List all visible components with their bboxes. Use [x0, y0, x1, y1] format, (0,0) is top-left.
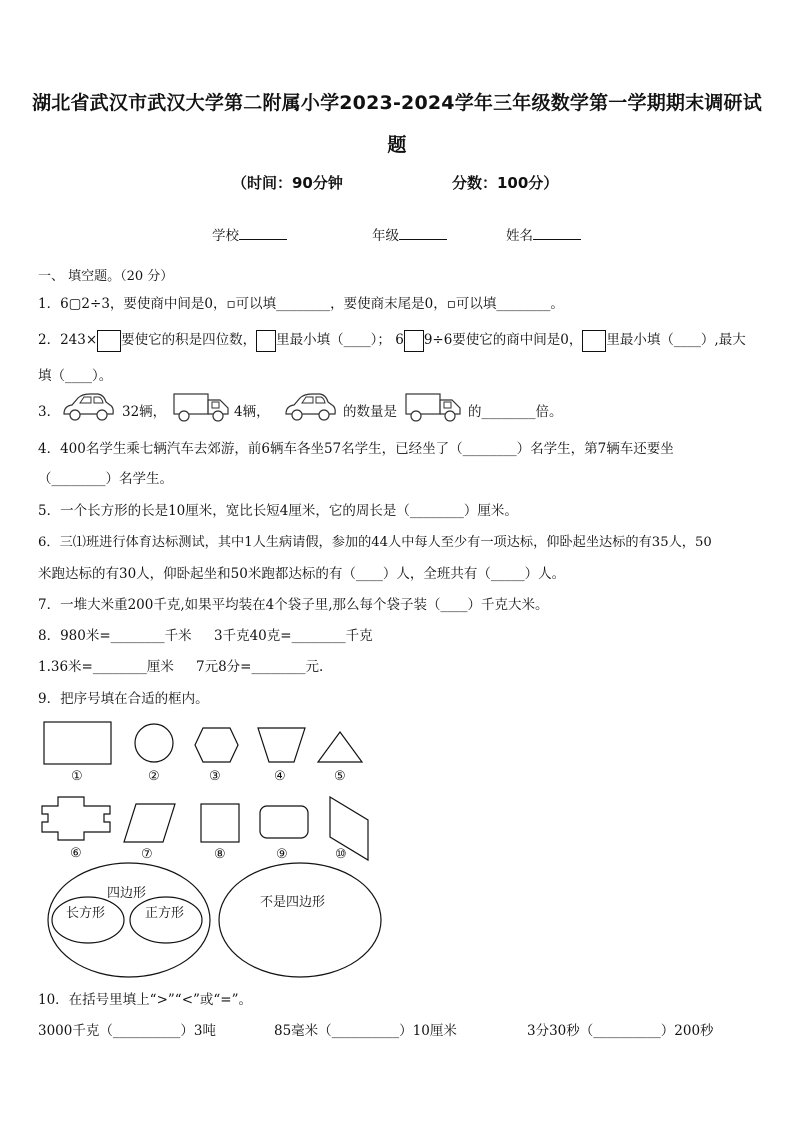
- question-8-d: 7元8分=________元.: [196, 659, 324, 675]
- shape-label-7: ⑦: [141, 847, 153, 862]
- question-10-b: 85毫米（__________）10厘米: [274, 1023, 457, 1039]
- shape-rectangle: [44, 722, 111, 764]
- answer-box[interactable]: [256, 330, 276, 352]
- car-icon: [60, 390, 116, 424]
- q3-mid-text: 的数量是: [343, 404, 397, 420]
- shape-label-1: ①: [71, 769, 83, 784]
- answer-box[interactable]: [97, 330, 121, 352]
- answer-box[interactable]: [404, 330, 424, 352]
- grade-blank[interactable]: [399, 227, 447, 240]
- shape-label-4: ④: [274, 769, 286, 784]
- shape-parallelogram: [124, 804, 175, 842]
- q2-text-b: 要使它的积是四位数，: [121, 332, 257, 348]
- school-blank[interactable]: [239, 227, 287, 240]
- question-4-line2: （________）名学生。: [38, 471, 173, 487]
- not-quadrilateral-label: 不是四边形: [260, 895, 326, 910]
- question-8-b: 3千克40克=________千克: [214, 628, 373, 644]
- q2-text-a: 2．243×: [38, 332, 98, 348]
- question-6-line2: 米跑达标的有30人，仰卧起坐和50米跑都达标的有（____）人，全班共有（_____）人。: [38, 566, 566, 582]
- question-7: 7．一堆大米重200千克,如果平均装在4个袋子里,那么每个袋子装（____）千克大米。: [38, 597, 549, 613]
- shape-square: [201, 804, 239, 842]
- shape-label-9: ⑨: [276, 847, 288, 862]
- answer-box[interactable]: [582, 330, 606, 352]
- q3-num: 3．: [38, 404, 61, 420]
- grade-label: 年级: [372, 228, 399, 244]
- question-6-line1: 6．三⑴班进行体育达标测试，其中1人生病请假，参加的44人中每人至少有一项达标，仰卧起坐达标的有35人，50: [38, 535, 712, 550]
- question-10-c: 3分30秒（__________）200秒: [527, 1023, 714, 1039]
- shape-label-5: ⑤: [334, 769, 346, 784]
- q3-end-text: 的________倍。: [468, 404, 563, 420]
- page-title-line1: 湖北省武汉市武汉大学第二附属小学2023-2024学年三年级数学第一学期期末调研试: [32, 92, 762, 114]
- q2-text-c: 里最小填（____）； 6: [276, 332, 404, 348]
- quadrilateral-label: 四边形: [107, 886, 147, 901]
- question-4-line1: 4．400名学生乘七辆汽车去郊游，前6辆车各坐57名学生，已经坐了（________）名学生，第7辆车还要坐: [38, 441, 674, 457]
- school-label: 学校: [212, 228, 239, 244]
- shape-label-2: ②: [148, 769, 160, 784]
- name-blank[interactable]: [533, 227, 581, 240]
- exam-time: （时间：90分钟: [232, 174, 343, 192]
- shape-label-6: ⑥: [70, 846, 82, 861]
- question-10-a: 3000千克（__________）3吨: [38, 1023, 216, 1039]
- q3-car-count: 32辆，: [122, 404, 167, 420]
- truck-icon: [172, 390, 232, 424]
- question-1: 1．6▢2÷3，要使商中间是0，▫可以填________，要使商末尾是0，▫可以填________。: [38, 296, 564, 312]
- shape-hexagon: [195, 728, 238, 762]
- non-quadrilateral-set: [219, 863, 381, 977]
- question-2-line2: 填（____）。: [38, 368, 113, 384]
- shape-label-3: ③: [209, 769, 221, 784]
- q3-truck-count: 4辆，: [234, 404, 270, 420]
- grade-field: [372, 224, 447, 244]
- question-5: 5．一个长方形的长是10厘米，宽比长短4厘米，它的周长是（________）厘米。: [38, 503, 518, 519]
- rectangle-label: 长方形: [66, 906, 106, 921]
- shape-label-8: ⑧: [214, 847, 226, 862]
- shape-trapezoid: [258, 728, 305, 762]
- school-field: [212, 224, 287, 244]
- name-label: 姓名: [506, 228, 533, 244]
- page-title-line2: 题: [387, 134, 407, 156]
- shape-rounded-rectangle: [260, 806, 308, 838]
- square-label: 正方形: [145, 906, 185, 921]
- shape-label-10: ⑩: [335, 847, 347, 862]
- question-8-c: 1.36米=________厘米: [38, 659, 174, 675]
- shape-circle: [135, 724, 173, 762]
- section-heading: 一、 填空题。（20 分）: [38, 269, 174, 284]
- question-8-a: 8．980米=________千米: [38, 628, 192, 644]
- exam-score: 分数：100分）: [452, 174, 559, 192]
- question-2-line1: [38, 328, 746, 352]
- q2-text-d: 9÷6要使它的商中间是0，: [423, 332, 583, 348]
- shape-triangle: [318, 732, 362, 762]
- car-icon: [282, 390, 338, 424]
- name-field: [506, 224, 581, 244]
- question-10: 10．在括号里填上“>”“<”或“=”。: [38, 992, 253, 1008]
- truck-icon: [404, 390, 464, 424]
- question-9: 9．把序号填在合适的框内。: [38, 691, 209, 707]
- q2-text-e: 里最小填（____）,最大: [606, 332, 746, 348]
- shape-cross: [42, 797, 110, 840]
